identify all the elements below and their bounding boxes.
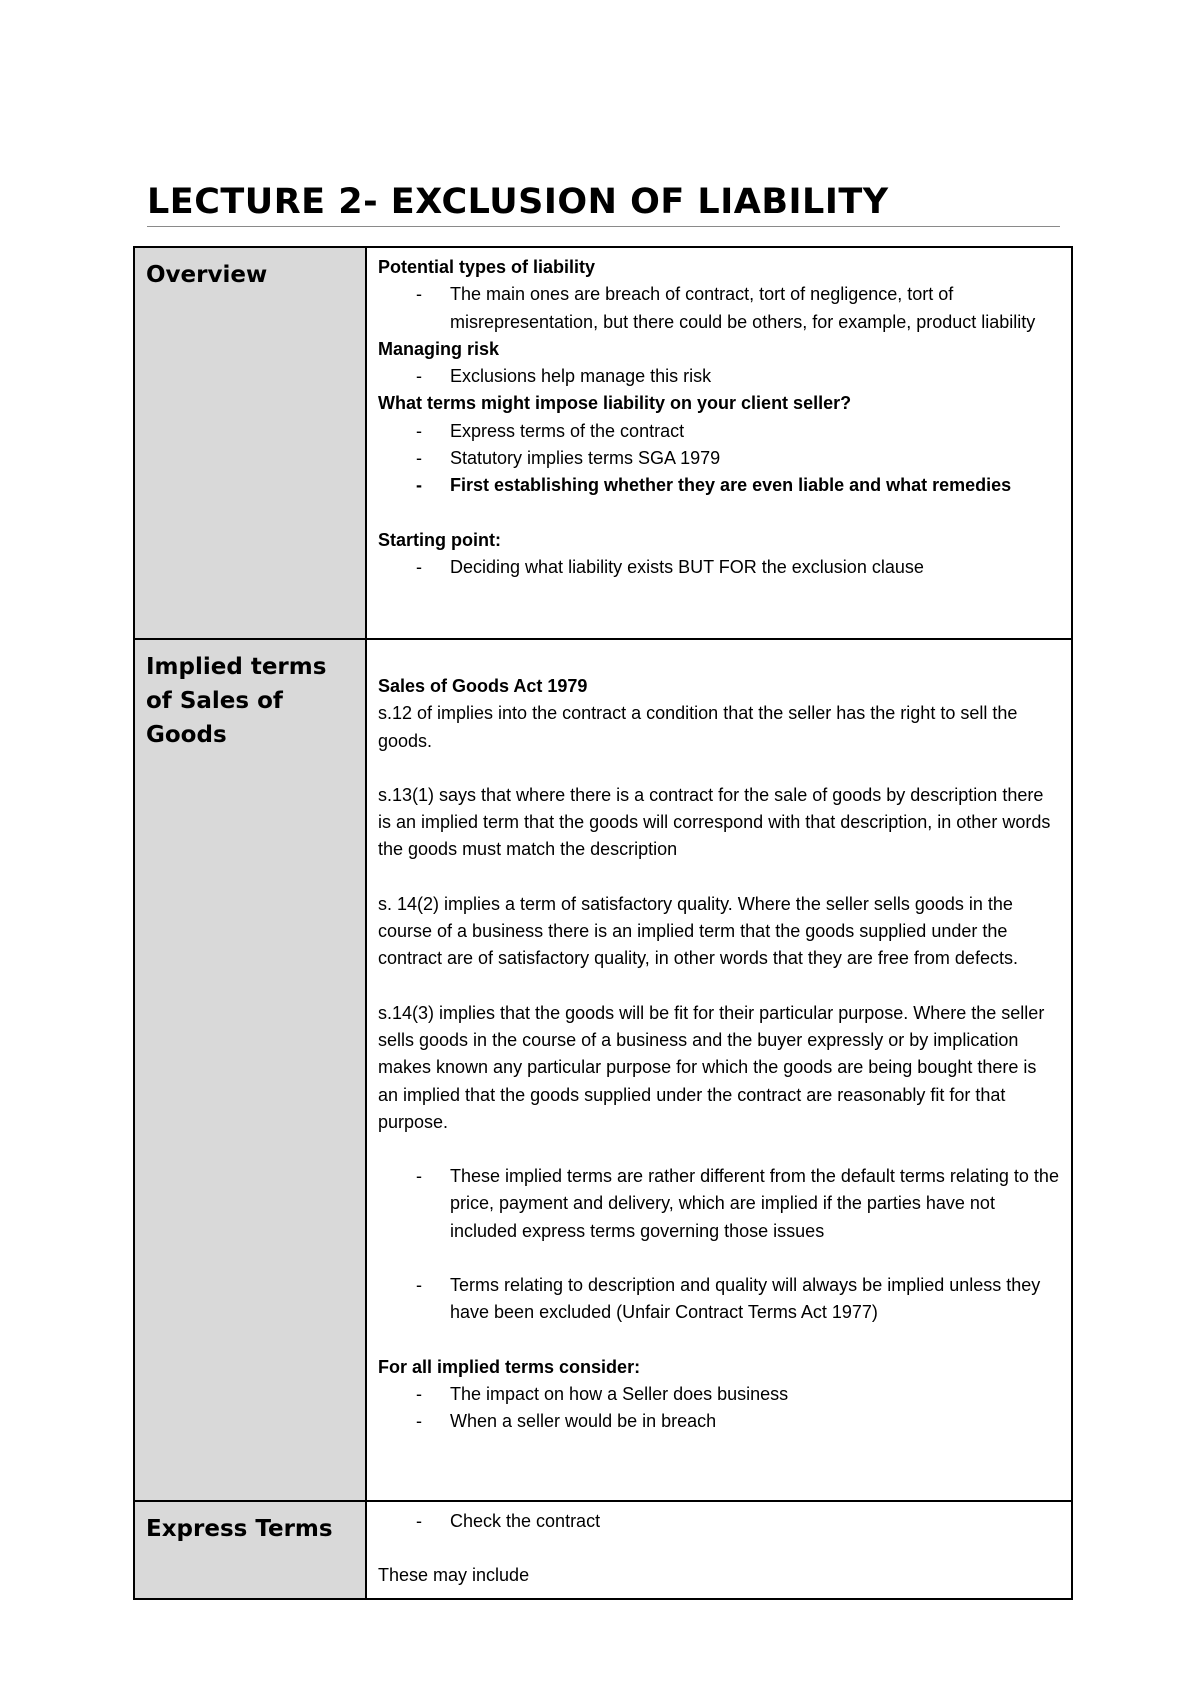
section-label-implied-terms: Implied terms of Sales of Goods: [134, 639, 366, 1501]
bullet-item: - The impact on how a Seller does business: [378, 1381, 1061, 1408]
section-subheading: Managing risk: [378, 338, 500, 359]
bullet-dash: -: [416, 284, 422, 305]
paragraph: s.14(3) implies that the goods will be fit for their particular purpose. Where the seller sells goods in the course of a business and the buyer expressly or by implication makes known any particular purpose for which the goods are being bought there is an implied that the goods supplied under the contract are reasonably fit for that purpose.: [378, 1002, 1045, 1132]
page-title: LECTURE 2- EXCLUSION OF LIABILITY: [147, 182, 889, 222]
table-row: [134, 1501, 1072, 1599]
section-label-overview: Overview: [134, 247, 366, 639]
bullet-dash: -: [416, 1275, 422, 1296]
bullet-item: - The main ones are breach of contract, tort of negligence, tort of misrepresentation, but there could be others, for example, product liability: [378, 281, 1061, 336]
paragraph: These may include: [378, 1565, 530, 1586]
bullet-item: - Terms relating to description and quality will always be implied unless they have been excluded (Unfair Contract Terms Act 1977): [378, 1272, 1061, 1327]
section-content-implied-terms: [366, 639, 1072, 1501]
bullet-item: - Deciding what liability exists BUT FOR the exclusion clause: [378, 554, 1061, 581]
notes-table: [133, 246, 1073, 1600]
bullet-item: - When a seller would be in breach: [378, 1408, 1061, 1435]
section-subheading: For all implied terms consider:: [378, 1356, 641, 1377]
section-subheading: Potential types of liability: [378, 257, 596, 277]
bullet-item: - Check the contract: [378, 1508, 1061, 1535]
bullet-item: - Exclusions help manage this risk: [378, 363, 1061, 390]
bullet-item: - These implied terms are rather different from the default terms relating to the price, payment and delivery, which are implied if the parties have not included express terms governing those issues: [378, 1163, 1061, 1245]
table-row: [134, 247, 1072, 639]
paragraph: s.13(1) says that where there is a contract for the sale of goods by description there is an implied term that the goods will correspond with that description, in other words the goods must match the description: [378, 784, 1051, 860]
bullet-dash: -: [416, 1166, 422, 1187]
bullet-dash: -: [416, 366, 422, 387]
bullet-dash: -: [416, 420, 422, 441]
bullet-dash: -: [416, 1411, 422, 1432]
section-subheading: Sales of Goods Act 1979: [378, 676, 588, 696]
bullet-dash: -: [416, 1383, 422, 1404]
bullet-item: - First establishing whether they are even liable and what remedies: [378, 472, 1061, 499]
section-subheading: What terms might impose liability on your client seller?: [378, 393, 852, 414]
section-content-overview: [366, 247, 1072, 639]
bullet-item: - Statutory implies terms SGA 1979: [378, 445, 1061, 472]
bullet-dash: -: [416, 1511, 422, 1531]
bullet-dash: -: [416, 556, 422, 577]
bullet-dash: -: [416, 475, 422, 496]
section-content-express-terms: [366, 1501, 1072, 1599]
bullet-item: - Express terms of the contract: [378, 418, 1061, 445]
paragraph: s.12 of implies into the contract a condition that the seller has the right to sell the goods.: [378, 703, 1018, 751]
table-row: [134, 639, 1072, 1501]
title-underline: [147, 226, 1060, 227]
section-label-express-terms: Express Terms: [134, 1501, 366, 1599]
bullet-dash: -: [416, 448, 422, 469]
section-subheading: Starting point:: [378, 529, 501, 550]
paragraph: s. 14(2) implies a term of satisfactory quality. Where the seller sells goods in the course of a business there is an implied term that the goods supplied under the contract are of satisfactory quality, in other words that they are free from defects.: [378, 893, 1018, 969]
